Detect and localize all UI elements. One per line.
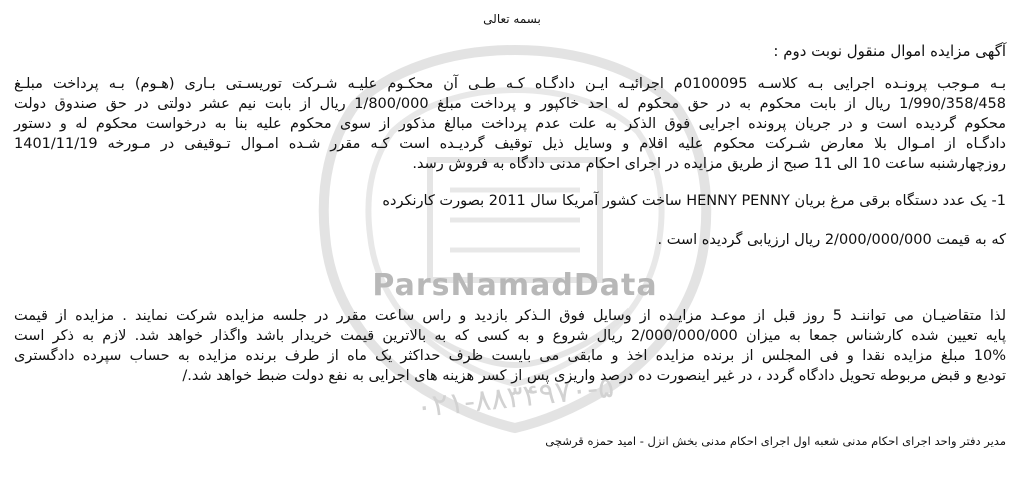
- paragraph1-line-3: محکوم گردیده است و در جریان پرونده اجرایی فوق الذکر به علت عدم پرداخت مبالغ مذکور از سوی محکوم علیه بنا به درخواست محکوم له و دستور: [14, 116, 1006, 132]
- signature-footer: مدیر دفتر واحد اجرای احکام مدنی شعبه اول اجرای احکام مدنی بخش انزل - امید حمزه قرشچی: [545, 434, 1006, 448]
- paragraph2-line-3: 10% مبلغ مزایده نقدا و فی المجلس از برنده مزایده اخذ و مابقی می بایست ظرف حداکثر یک ماه از طرف برنده مزایده به حساب سپرده دادگستری: [14, 348, 1006, 364]
- watermark-phone: ۰۲۱-۸۸۳۴۹۷۰-۵: [414, 369, 616, 426]
- basmala: بسمه تعالی: [483, 12, 541, 26]
- auction-item-price: که به قیمت 2/000/000/000 ریال ارزیابی گردیده است .: [657, 232, 1006, 248]
- paragraph1-line-2: 1/990/358/458 ریال از بابت محکوم به در حق محکوم له احد خاکپور و پرداخت مبلغ 1/800/000 ریال از بابت نیم عشر دولتی در حق صندوق دولت: [14, 96, 1007, 112]
- page-title: آگهی مزایده اموال منقول نوبت دوم :: [773, 42, 1006, 60]
- paragraph2-line-1: لذا متقاضیـان می تواننـد 5 روز قبل از موعـد مزایـده از وسایل فوق الـذکر بازدید و راس ساعت مقرر در جلسه مزایده شرکت نمایند . مزایده از قیمت: [14, 308, 1006, 324]
- watermark-brand: ParsNamadData: [372, 268, 658, 303]
- auction-item-line: 1- یک عدد دستگاه برقی مرغ بریان HENNY PENNY ساخت کشور آمریکا سال 2011 بصورت کارنکرده: [382, 193, 1006, 209]
- paragraph2-line-2: پایه تعیین شده کارشناس جمعا به میزان 2/000/000/000 ریال شروع و به کسی که به بالاترین قیمت خریدار باشد واگذار خواهد شد. لازم به ذکر است: [14, 328, 1006, 344]
- paragraph1-line-1: بـه مـوجب پرونـده اجرایی بـه کلاسـه 0100095م اجرائیـه ایـن دادگـاه کـه طـی آن محکـوم علیـه شـرکت توریسـتی بـاری (هـوم) بـه پرداخت مبلـغ: [14, 76, 1006, 92]
- paragraph2-line-4: تودیع و قبض مربوطه تحویل دادگاه گردد ، در غیر اینصورت ده درصد واریزی پس از کسر هزینه های اجرایی به نفع دولت ضبط خواهد شد./: [182, 368, 1006, 384]
- paragraph1-line-4: دادگـاه از امـوال بلا معارض شـرکت محکوم علیه اقلام و وسایل ذیل توقیف گردیـده است کـه مقرر شـده امـوال تـوقیفی در مـورخه 1401/11/19: [14, 136, 1006, 152]
- paragraph1-line-5: روزچهارشنبه ساعت 10 الی 11 صبح از طریق مزایده در اجرای احکام مدنی دادگاه به فروش رسد.: [412, 156, 1006, 172]
